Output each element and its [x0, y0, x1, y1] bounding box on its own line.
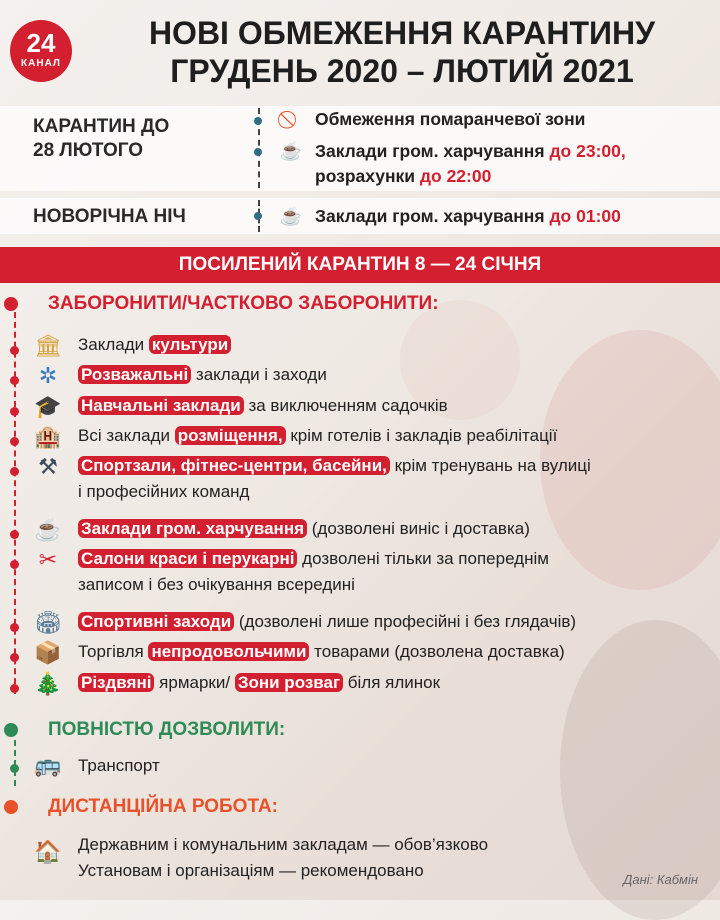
new-year-item-a: Заклади гром. харчування: [315, 206, 550, 226]
row-highlight: непродовольчими: [148, 642, 309, 661]
list-dot: [10, 407, 19, 416]
row-text: Торгівля: [78, 642, 149, 661]
prohibit-row-fairs: [78, 670, 440, 696]
row-text: біля ялинок: [343, 673, 441, 692]
allow-heading: ПОВНІСТЮ ДОЗВОЛИТИ:: [48, 719, 286, 740]
quarantine-item-2-a: Заклади гром. харчування: [315, 141, 550, 161]
row-text: ярмарки/: [154, 673, 235, 692]
list-dot: [10, 623, 19, 632]
quarantine-item-2-b: до 23:00,: [549, 141, 626, 161]
prohibit-row-sport-halls: [78, 453, 591, 505]
row-text: крім готелів і закладів реабілітації: [285, 426, 558, 445]
timeline-dot: [254, 212, 262, 220]
row-text: (дозволені лише професійні і без глядачів): [234, 612, 577, 631]
list-dot: [10, 346, 19, 355]
restaurant-icon: ☕: [279, 141, 303, 161]
page-title: [92, 14, 712, 90]
list-dot: [10, 764, 19, 773]
row-highlight: Спортзали, фітнес-центри, басейни,: [78, 456, 390, 475]
quarantine-item-2: [315, 139, 626, 189]
prohibit-row-trade: [78, 639, 565, 665]
restaurant-icon: ☕: [279, 206, 303, 226]
row-highlight: Різдвяні: [78, 673, 154, 692]
section-dot: [4, 297, 18, 311]
quarantine-label-line-1: КАРАНТИН ДО: [33, 116, 170, 137]
list-dot: [10, 653, 19, 662]
remote-heading: ДИСТАНЦІЙНА РОБОТА:: [48, 796, 278, 817]
source-note: Дані: Кабмін: [623, 872, 698, 887]
list-dot: [10, 376, 19, 385]
row-text: за виключенням садочків: [243, 396, 448, 415]
list-dot: [10, 684, 19, 693]
prohibit-row-culture: [78, 332, 231, 358]
row-highlight: Навчальні заклади: [78, 396, 244, 415]
list-dot: [10, 560, 19, 569]
stadium-icon: 🏟: [34, 610, 62, 635]
no-entry-icon: [279, 107, 303, 131]
new-year-label: НОВОРІЧНА НІЧ: [33, 206, 186, 227]
scissors-icon: ✂: [38, 547, 58, 572]
row-highlight: Заклади гром. харчування: [78, 519, 307, 538]
timeline-dot: [254, 148, 262, 156]
timeline-dot: [254, 117, 262, 125]
quarantine-label-line-2: 28 ЛЮТОГО: [33, 140, 144, 161]
christmas-tree-icon: 🎄: [34, 671, 62, 696]
bus-icon: 🚌: [34, 752, 62, 777]
row-highlight: розміщення,: [175, 426, 286, 445]
row-text: Всі заклади: [78, 426, 175, 445]
row-text: крім тренувань на вулиці: [389, 456, 591, 475]
prohibit-row-education: [78, 393, 448, 419]
row-highlight: Розважальні: [78, 365, 191, 384]
quarantine-item-2-c: розрахунки: [315, 166, 420, 186]
logo-number: 24: [26, 28, 56, 58]
list-dot: [10, 467, 19, 476]
title-line-2: ГРУДЕНЬ 2020 – ЛЮТИЙ 2021: [170, 53, 634, 89]
museum-icon: 🏛: [34, 333, 62, 358]
list-line: [14, 740, 16, 786]
new-year-item: [315, 204, 621, 229]
row-highlight: культури: [149, 335, 231, 354]
section-dot: [4, 723, 18, 737]
remote-row-1: Державним і комунальним закладам — обов’язково: [78, 835, 489, 854]
row-text: і професійних команд: [78, 482, 250, 501]
title-line-1: НОВІ ОБМЕЖЕННЯ КАРАНТИНУ: [148, 15, 656, 51]
row-highlight: Зони розваг: [235, 673, 343, 692]
allow-row-transport: Транспорт: [78, 756, 160, 775]
hotel-icon: 🏨: [34, 424, 62, 449]
home-office-icon: 🏠: [34, 839, 62, 864]
row-text: Заклади: [78, 335, 149, 354]
row-text: записом і без очікування всередині: [78, 575, 355, 594]
channel-logo: [10, 20, 72, 82]
logo-text: КАНАЛ: [21, 58, 61, 69]
new-year-item-b: до 01:00: [549, 206, 621, 226]
row-text: (дозволені виніс і доставка): [307, 519, 530, 538]
quarantine-item-2-d: до 22:00: [419, 166, 492, 186]
row-text: заклади і заходи: [191, 365, 327, 384]
graduation-cap-icon: 🎓: [34, 394, 62, 419]
list-line: [14, 312, 16, 694]
prohibit-row-beauty: [78, 546, 549, 598]
quarantine-item-1: Обмеження помаранчевої зони: [315, 109, 586, 129]
prohibit-row-sport-events: [78, 609, 576, 635]
quarantine-label: [33, 115, 169, 163]
prohibit-row-catering: [78, 516, 530, 542]
list-dot: [10, 437, 19, 446]
row-text: товарами (дозволена доставка): [309, 642, 565, 661]
remote-row-2: Установам і організаціям — рекомендовано: [78, 861, 424, 880]
row-text: дозволені тільки за попереднім: [297, 549, 549, 568]
restaurant-icon: ☕: [34, 517, 62, 542]
list-dot: [10, 530, 19, 539]
prohibit-heading: ЗАБОРОНИТИ/ЧАСТКОВО ЗАБОРОНИТИ:: [48, 293, 439, 314]
ferris-wheel-icon: ✲: [38, 363, 58, 388]
row-highlight: Спортивні заходи: [78, 612, 234, 631]
section-dot: [4, 800, 18, 814]
row-highlight: Салони краси і перукарні: [78, 549, 297, 568]
strict-quarantine-banner: ПОСИЛЕНИЙ КАРАНТИН 8 — 24 СІЧНЯ: [0, 247, 720, 283]
prohibit-row-entertainment: [78, 362, 327, 388]
dumbbell-icon: ⚒: [38, 454, 58, 479]
prohibit-row-accommodation: [78, 423, 557, 449]
package-icon: 📦: [34, 640, 62, 665]
